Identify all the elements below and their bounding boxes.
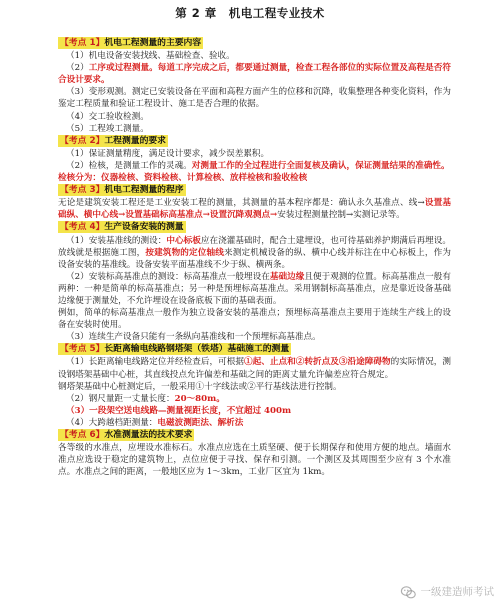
section-heading <box>58 429 451 441</box>
section-heading <box>58 184 451 196</box>
highlighted-heading <box>58 343 291 355</box>
highlighted-heading <box>58 37 203 49</box>
body-text: （4）大跨越档距测量： <box>66 417 158 428</box>
document-content <box>58 37 451 478</box>
paragraph <box>58 331 451 343</box>
chapter-title: 第 2 章 机电工程专业技术 <box>175 6 325 20</box>
paragraph <box>58 442 451 478</box>
emphasis-text: 设置基础纵、横中心线→设置基础标高基准点→设置沉降观测点→ <box>58 198 451 221</box>
emphasis-text: 对测量工作的全过程进行全面复核及确认，保证测量结果的准确性。 <box>191 160 450 171</box>
body-text: （1）保证测量精度，满足设计要求，减少误差累积。 <box>66 148 270 159</box>
body-text: （5）工程竣工测量。 <box>66 123 149 134</box>
emphasis-text: 按建筑物的定位轴线 <box>145 247 224 258</box>
wechat-logo-icon <box>400 584 417 601</box>
body-text: 且便于观测的位置。标高基准点一般有两种：一种是简单的标高基准点；另一种是预埋标高基准点。采用钢制标高基准点，应是靠近设备基础边缘便于测量处，不允许埋设在设备底板下面的基础表面。 <box>58 271 451 306</box>
body-text: （1）安装基准线的测设： <box>66 235 167 246</box>
section-title: 机电工程测量的程序 <box>104 185 184 196</box>
body-text: （3）变形观测。测定已安装设备在平面和高程方面产生的位移和沉降，收集整理各种变化资料，作为鉴定工程质量和验证工程设计、施工是否合理的依据。 <box>58 87 451 110</box>
section-title: 水准测量法的技术要求 <box>104 430 193 440</box>
emphasis-text: 中心标板 <box>166 235 201 246</box>
emphasis-text: 基础边缘 <box>269 271 305 282</box>
emphasis-text: （3）一段架空送电线路—测量视距长度，不宜超过 400m <box>66 405 292 416</box>
section-title: 工程测量的要求 <box>104 135 166 146</box>
section-title: 机电工程测量的主要内容 <box>104 38 202 48</box>
body-text: （2）检核，是测量工作的灵魂。 <box>66 160 192 171</box>
paragraph <box>58 271 451 307</box>
paragraph <box>58 172 451 184</box>
paragraph <box>58 160 451 172</box>
body-text: （2）安装标高基准点的测设：标高基准点一般埋设在 <box>66 271 270 282</box>
body-text: （1）机电设备安装找线、基础检查、验收。 <box>66 51 235 62</box>
section-heading <box>58 343 451 355</box>
highlighted-heading <box>58 184 186 196</box>
paragraph <box>58 86 451 110</box>
body-text: （1）长距离输电线路定位并经检查后，可根据 <box>66 357 244 368</box>
body-text: （2）钢尺量距一丈量长度： <box>66 393 175 404</box>
section-label: 【考点 3】 <box>60 185 105 196</box>
highlighted-heading <box>58 429 194 441</box>
paragraph <box>58 381 451 393</box>
body-text: 例如，简单的标高基准点一般作为独立设备安装的基准点；预埋标高基准点主要用于连续生产线上的设备在安装时使用。 <box>58 308 451 331</box>
body-text: 钢塔架基础中心桩测定后，一般采用①十字线法或②平行基线法进行控制。 <box>58 381 342 392</box>
body-text: 应在浇灌基础时，配合土建埋设，也可待基础养护期满后再埋设。放线就是根据施工图， <box>58 235 451 258</box>
section-heading <box>58 37 451 49</box>
emphasis-text: 检核分为：仪器检核、资料检核、计算检核、放样检核和验收检核 <box>58 173 308 184</box>
watermark <box>400 584 495 601</box>
section-title: 长距离输电线路钢塔架（铁塔）基础施工的测量 <box>104 344 290 355</box>
body-text: 的实际情况，测设钢塔架基础中心桩，其直线投点允许偏差和基础之间的距离丈量允许偏差应符合规定。 <box>58 357 451 380</box>
body-text: 无论是建筑安装工程还是工业安装工程的测量，其测量的基本程序都是：确认永久基准点、线→ <box>58 198 425 209</box>
highlighted-heading <box>58 135 168 147</box>
paragraph <box>58 50 451 62</box>
emphasis-text: 20～80m。 <box>174 393 225 404</box>
watermark-text: 一级建造师考试 <box>420 586 494 599</box>
body-text: （3）连续生产设备只能有一条纵向基准线和一个预埋标高基准点。 <box>66 332 321 343</box>
body-text: （2） <box>66 63 89 74</box>
body-text: （4）交工验收检测。 <box>66 111 149 122</box>
paragraph <box>58 405 451 417</box>
emphasis-text: 电磁波测距法、解析法 <box>157 417 244 428</box>
paragraph <box>58 235 451 271</box>
paragraph <box>58 356 451 380</box>
section-label: 【考点 1】 <box>60 38 105 48</box>
emphasis-text: 工序或过程测量。每道工序完成之后，都要通过测量，检查工程各部位的实际位置及高程是否符合设计要求。 <box>58 63 451 86</box>
section-label: 【考点 4】 <box>60 222 105 233</box>
paragraph <box>58 197 451 221</box>
section-heading <box>58 135 451 147</box>
paragraph <box>58 393 451 405</box>
emphasis-text: ①起、止点和②转折点及③沿途障碍物 <box>244 357 391 368</box>
section-label: 【考点 6】 <box>60 430 105 440</box>
paragraph <box>58 62 451 86</box>
paragraph <box>58 111 451 123</box>
paragraph <box>58 123 451 135</box>
paragraph <box>58 417 451 429</box>
section-label: 【考点 5】 <box>60 344 105 355</box>
highlighted-heading <box>58 221 186 233</box>
body-text: 安装过程测量控制→实测记录等。 <box>277 210 405 221</box>
section-heading <box>58 221 451 233</box>
body-text: 来测定机械设备的纵、横中心线并标注在中心标板上，作为设备安装的基准线。设备安装平面基准线不少于纵、横两条。 <box>58 247 451 270</box>
paragraph <box>58 148 451 160</box>
body-text: 各等级的水准点，应埋设水准标石。水准点应选在土质坚硬、便于长期保存和使用方便的地点。墙面水准点应选设于稳定的建筑物上，点位应便于寻找、保存和引测。一个测区及其周围至少应有 3 个水准点。水准点之间的距离，一般地区应为 1～3km，工业厂区宜为 1km。 <box>58 443 451 478</box>
paragraph <box>58 307 451 331</box>
section-title: 生产设备安装的测量 <box>104 222 184 233</box>
section-label: 【考点 2】 <box>60 135 105 146</box>
